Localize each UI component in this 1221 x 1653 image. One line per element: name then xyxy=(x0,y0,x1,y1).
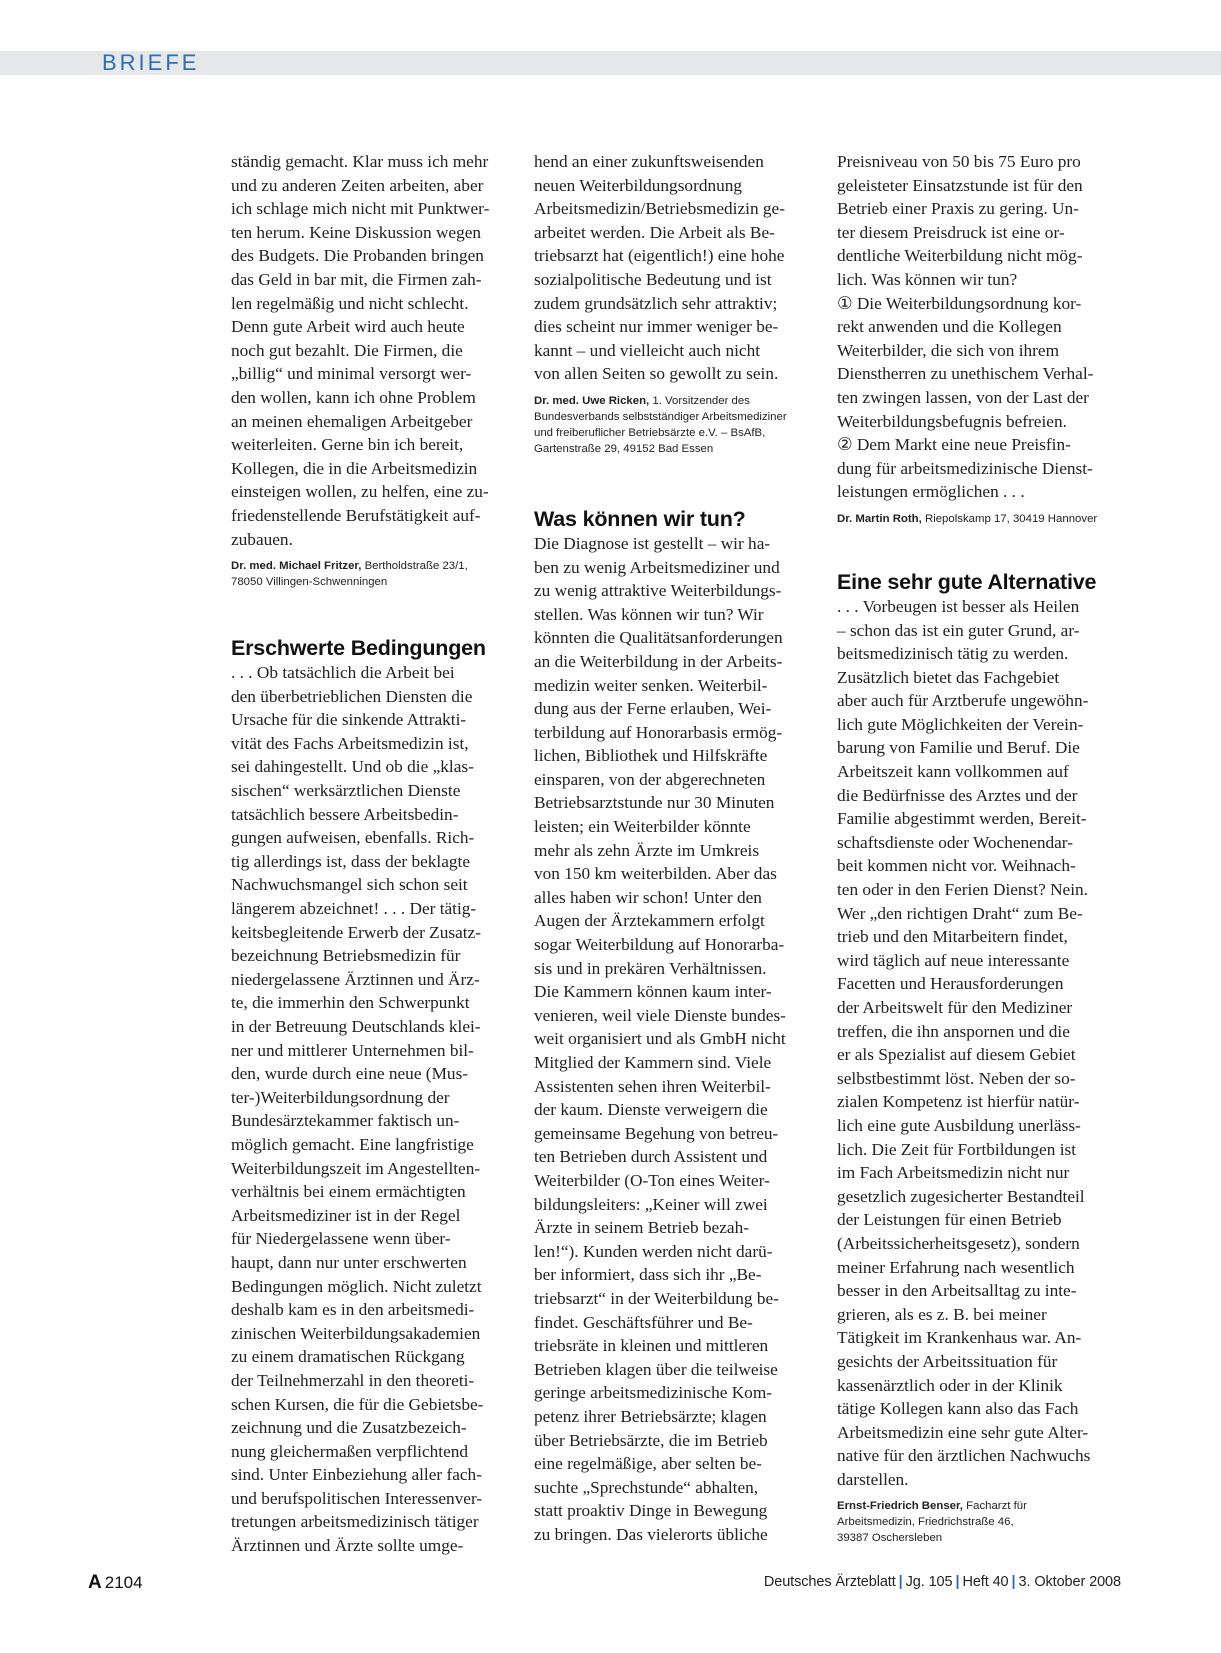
journal-issue: Heft 40 xyxy=(962,1574,1009,1590)
letter-3-title: Was können wir tun? xyxy=(534,506,746,531)
letter-3-address: Riepolskamp 17, 30419 Hannover xyxy=(921,512,1098,525)
letter-2-body-part-1: . . . Ob tatsächlich die Arbeit bei den überbetrieblichen Diensten die Ursache für die sinkende Attrakti- vität des Fachs Arbeitsmedizin ist, sei dahingestellt. Und ob die „klas- sischen“ werksärztlichen Dienste tatsächlich bessere Arbeitsbedin- gungen aufweisen, ebenfalls. Rich- tig allerdings ist, dass der beklagte Nachwuchsmangel sich schon seit längerem abzeichnet! . . . Der tätig- keitsbegleitende Erwerb der Zusatz- bezeichnung Betriebsmedizin für niedergelassene Ärztinnen und Ärz- te, die immerhin den Schwerpunkt in der Betreuung Deutschlands klei- ner und mittlerer Unternehmen bil- den, wurde durch eine neue (Mus- ter-)Weiterbildungsordnung der Bundesärztekammer faktisch un- möglich gemacht. Eine langfristige Weiterbildungszeit im Angestellten- verhältnis bei einem ermächtigten Arbeitsmediziner ist in der Regel für Niedergelassene wenn über- haupt, dann nur unter erschwerten Bedingungen möglich. Nicht zuletzt deshalb kam es in den arbeitsmedi- zinischen Weiterbildungsakademien zu einem dramatischen Rückgang der Teilnehmerzahl in den theoreti- schen Kursen, die für die Gebietsbe- zeichnung und die Zusatzbezeich- nung gleichermaßen verpflichtend sind. Unter Einbeziehung aller fach- und berufspolitischen Interessenver- tretungen arbeitsmedizinisch tätiger Ärztinnen und Ärzte sollte umge- xyxy=(231,663,484,1556)
column-1 xyxy=(231,150,521,1558)
letter-1-address: Bertholdstraße 23/1, 78050 Villingen-Schwenningen xyxy=(231,560,468,589)
letter-4-title: Eine sehr gute Alternative xyxy=(837,569,1097,594)
page-number-value: 2104 xyxy=(104,1573,143,1592)
letter-4-author: Ernst-Friedrich Benser, xyxy=(837,1500,963,1513)
separator: | xyxy=(898,1574,903,1590)
letter-2-address: 1. Vorsitzender des Bundesverbands selbstständiger Arbeitsmediziner und freiberuflicher Betriebsärzte e.V. – BsAfB, Gartenstraße 29, 49152 Bad Essen xyxy=(534,394,787,455)
separator: | xyxy=(955,1574,960,1590)
letter-2-body-part-2: hend an einer zukunftsweisenden neuen Weiterbildungsordnung Arbeitsmedizin/Betriebsmedizin ge- arbeitet werden. Die Arbeit als Be- triebsarzt hat (eigentlich!) eine hohe sozialpolitische Bedeutung und ist zudem grundsätzlich sehr attraktiv; dies scheint nur immer weniger be- kannt – und vielleicht auch nicht von allen Seiten so gewollt zu sein. xyxy=(534,152,785,384)
letter-4-address: Facharzt für Arbeitsmedizin, Friedrichstraße 46, 39387 Oschersleben xyxy=(837,1500,1027,1545)
journal-name: Deutsches Ärzteblatt xyxy=(763,1574,896,1590)
letter-2-author: Dr. med. Uwe Ricken, xyxy=(534,394,650,407)
letter-2-signature xyxy=(534,393,824,457)
column-3 xyxy=(837,150,1127,1546)
letter-4-signature xyxy=(837,1498,1127,1546)
letter-1-body: ständig gemacht. Klar muss ich mehr und zu anderen Zeiten arbeiten, aber ich schlage mich nicht mit Punktwer- ten herum. Keine Diskussion wegen des Budgets. Die Probanden bringen das Geld in bar mit, die Firmen zah- len regelmäßig und nicht schlecht. Denn gute Arbeit wird auch heute noch gut bezahlt. Die Firmen, die „billig“ und minimal versorgt wer- den wollen, kann ich ohne Problem an meinen ehemaligen Arbeitgeber weiterleiten. Gerne bin ich bereit, Kollegen, die in die Arbeitsmedizin einsteigen wollen, zu helfen, eine zu- friedenstellende Berufstätigkeit auf- zubauen. xyxy=(231,152,490,549)
separator: | xyxy=(1011,1574,1016,1590)
journal-volume: Jg. 105 xyxy=(905,1574,953,1590)
page-letter: A xyxy=(88,1572,102,1593)
section-label: BRIEFE xyxy=(102,50,200,75)
journal-info xyxy=(764,1574,1121,1590)
page-number xyxy=(88,1572,143,1594)
journal-date: 3. Oktober 2008 xyxy=(1018,1574,1121,1590)
letter-3-signature xyxy=(837,511,1127,527)
letter-1-author: Dr. med. Michael Fritzer, xyxy=(231,560,362,573)
letter-2-title: Erschwerte Bedingungen xyxy=(231,636,486,661)
letter-1-signature xyxy=(231,558,521,590)
letter-3-body-part-2: Preisniveau von 50 bis 75 Euro pro geleisteter Einsatzstunde ist für den Betrieb einer Praxis zu gering. Un- ter diesem Preisdruck ist eine or- dentliche Weiterbildung nicht mög- lich. Was können wir tun? ① Die Weiterbildungsordnung kor- rekt anwenden und die Kollegen Weiterbilder, die sich von ihrem Dienstherren zu unethischem Verhal- ten zwingen lassen, von der Last der Weiterbildungsbefugnis befreien. ② Dem Markt eine neue Preisfin- dung für arbeitsmedizinische Dienst- leistungen ermöglichen . . . xyxy=(837,152,1094,502)
letter-4-body: . . . Vorbeugen ist besser als Heilen – schon das ist ein guter Grund, ar- beitsmedizinisch tätig zu werden. Zusätzlich bietet das Fachgebiet aber auch für Arztberufe ungewöhn- lich gute Möglichkeiten der Verein- barung von Familie und Beruf. Die Arbeitszeit kann vollkommen auf die Bedürfnisse des Arztes und der Familie abgestimmt werden, Bereit- schaftsdienste oder Wochenendar- beit kommen nicht vor. Weihnach- ten oder in den Ferien Dienst? Nein. Wer „den richtigen Draht“ zum Be- trieb und den Mitarbeitern findet, wird täglich auf neue interessante Facetten und Herausforderungen der Arbeitswelt für den Mediziner treffen, die ihn anspornen und die er als Spezialist auf diesem Gebiet selbstbestimmt löst. Neben der so- zialen Kompetenz ist hierfür natür- lich eine gute Ausbildung unerläss- lich. Die Zeit für Fortbildungen ist im Fach Arbeitsmedizin nicht nur gesetzlich zugesicherter Bestandteil der Leistungen für einen Betrieb (Arbeitssicherheitsgesetz), sondern meiner Erfahrung nach wesentlich besser in den Arbeitsalltag zu inte- grieren, als es z. B. bei meiner Tätigkeit im Krankenhaus war. An- gesichts der Arbeitssituation für kassenärztlich oder in der Klinik tätige Kollegen kann also das Fach Arbeitsmedizin eine sehr gute Alter- native für den ärztlichen Nachwuchs darstellen. xyxy=(837,596,1091,1489)
letter-3-body-part-1: Die Diagnose ist gestellt – wir ha- ben zu wenig Arbeitsmediziner und zu wenig attraktive Weiterbildungs- stellen. Was können wir tun? Wir könnten die Qualitätsanforderungen an die Weiterbildung in der Arbeits- medizin weiter senken. Weiterbil- dung aus der Ferne erlauben, Wei- terbildung auf Honorarbasis ermög- lichen, Bibliothek und Hilfskräfte einsparen, von der abgerechneten Betriebsarztstunde nur 30 Minuten leisten; ein Weiterbilder könnte mehr als zehn Ärzte im Umkreis von 150 km weiterbilden. Aber das alles haben wir schon! Unter den Augen der Ärztekammern erfolgt sogar Weiterbildung auf Honorarba- sis und in prekären Verhältnissen. Die Kammern können kaum inter- venieren, weil viele Dienste bundes- weit organisiert und als GmbH nicht Mitglied der Kammern sind. Viele Assistenten sehen ihren Weiterbil- der kaum. Dienste verweigern die gemeinsame Begehung von betreu- ten Betrieben durch Assistent und Weiterbilder (O-Ton eines Weiter- bildungsleiters: „Keiner will zwei Ärzte in seinem Betrieb bezah- len!“). Kunden werden nicht darü- ber informiert, dass sich ihr „Be- triebsarzt“ in der Weiterbildung be- findet. Geschäftsführer und Be- triebsräte in kleinen und mittleren Betrieben klagen über die teilweise geringe arbeitsmedizinische Kom- petenz ihrer Betriebsärzte; klagen über Betriebsärzte, die im Betrieb eine regelmäßige, aber selten be- suchte „Sprechstunde“ abhalten, statt proaktiv Dinge in Bewegung zu bringen. Das vielerorts übliche xyxy=(534,533,786,1544)
column-2 xyxy=(534,150,824,1546)
letter-3-author: Dr. Martin Roth, xyxy=(837,512,922,525)
